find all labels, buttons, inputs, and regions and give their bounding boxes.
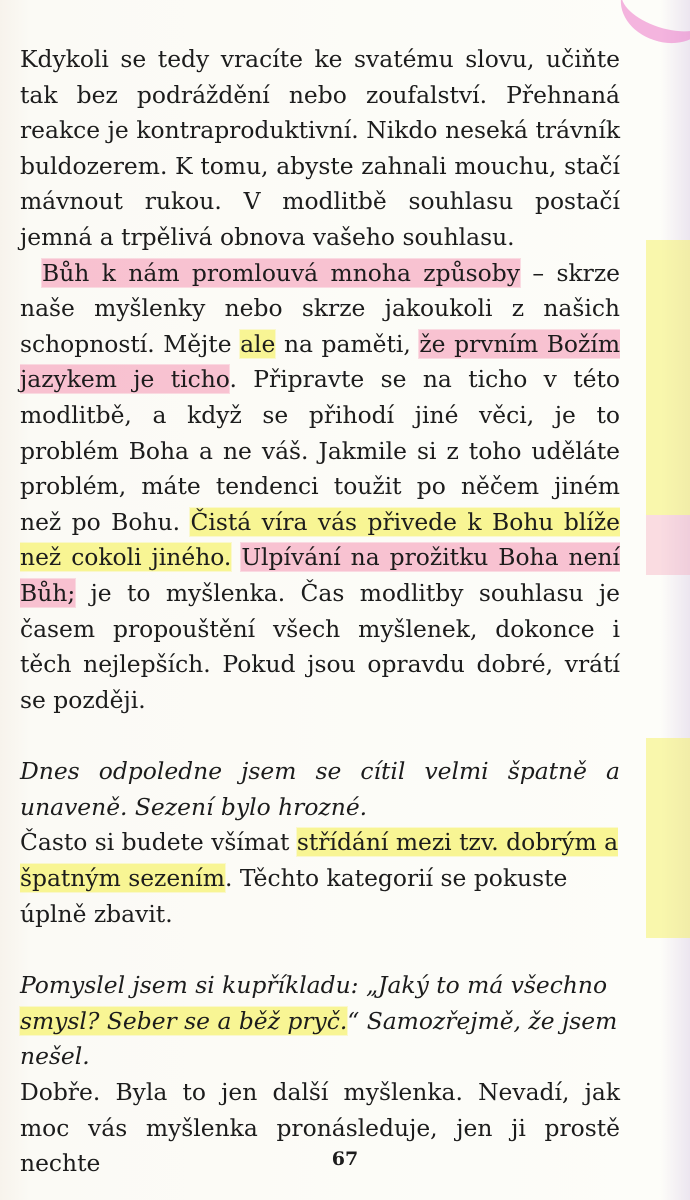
section-gap xyxy=(20,932,620,968)
yellow-margin-mark xyxy=(646,240,690,515)
highlight-yellow: smysl? Seber se a běž pryč. xyxy=(20,1006,348,1035)
question-2 xyxy=(20,968,620,1075)
text-span: Často si budete všímat xyxy=(20,828,297,857)
paragraph-1: Kdykoli se tedy vracíte ke svatému slovu, učiňte tak bez podráždění nebo zoufalství. Přehnaná reakce je kontraproduktivní. Nikdo neseká trávník buldozerem. K tomu, abyste zahnali mouchu, stačí mávnout rukou. V modlitbě souhlasu postačí jemná a trpělivá obnova vašeho souhlasu. xyxy=(20,45,620,251)
yellow-margin-mark-lower xyxy=(646,738,690,938)
text-span xyxy=(231,543,241,571)
pink-margin-mark xyxy=(646,515,690,575)
highlight-yellow: střídání mezi tzv. dobrým a špatným sezením xyxy=(20,828,619,893)
text-span: “ Samozřejmě, že jsem nešel. xyxy=(20,1006,618,1071)
highlight-yellow: Čistá víra vás přivede k Bohu blíže než cokoli jiného. xyxy=(20,507,620,572)
question-1: Dnes odpoledne jsem se cítil velmi špatně a unaveně. Sezení bylo hrozné. xyxy=(20,757,620,821)
highlight-yellow: ale xyxy=(240,329,276,358)
highlight-pink: Bůh k nám promlouvá mnoha způsoby xyxy=(42,258,520,287)
paragraph-2 xyxy=(20,256,620,719)
text-span: na paměti, xyxy=(275,329,420,358)
text-span: Pomyslel jsem si kupříkladu: „Jaký to má všechno xyxy=(20,971,608,1000)
body-text xyxy=(20,42,620,1182)
text-span: – skrze naše myšlenky nebo skrze jakoukoli z našich schopností. Mějte xyxy=(20,258,620,358)
text-span: . Těchto kategorií se pokuste úplně zbavit. xyxy=(20,864,568,928)
paragraph-4: Dobře. Byla to jen další myšlenka. Nevadí, jak moc vás myšlenka pronásleduje, jen ji prostě nechte xyxy=(20,1078,620,1178)
paragraph-3 xyxy=(20,825,620,932)
highlight-pink: Ulpívání na prožitku Boha není Bůh; xyxy=(20,543,620,607)
section-gap xyxy=(20,718,620,754)
text-span: . Připravte se na ticho v této modlitbě, a když se přihodí jiné věci, je to problém Boha a ne váš. Jakmile si z toho uděláte problém, máte tendenci toužit po něčem jiném než po Bohu. xyxy=(20,365,620,536)
text-span: je to myšlenka. Čas modlitby souhlasu je časem propouštění všech myšlenek, dokonce i těch nejlepších. Pokud jsou opravdu dobré, vrátí se později. xyxy=(20,578,620,714)
page-number: 67 xyxy=(331,1148,359,1170)
pink-marker-stroke xyxy=(611,0,690,54)
highlight-pink: že prvním Božím jazykem je ticho xyxy=(20,329,621,394)
